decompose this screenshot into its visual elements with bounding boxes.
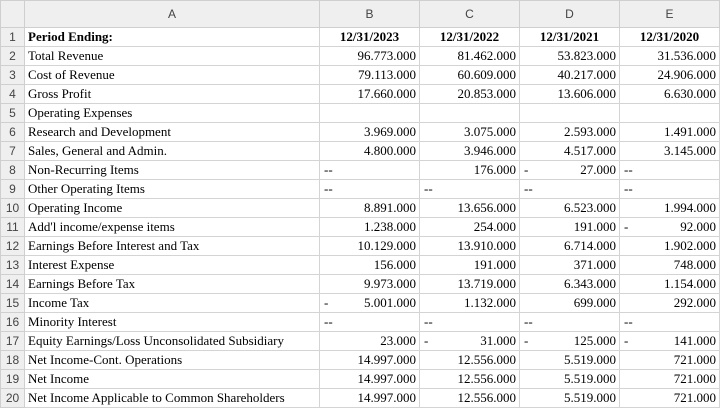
cell-value: 10.129.000 [357,238,416,253]
row-label-cell[interactable]: Add'l income/expense items [25,218,320,237]
row-header[interactable]: 12 [1,237,25,256]
row-header[interactable]: 1 [1,28,25,47]
dash-marker: -- [524,314,533,329]
row-label-cell[interactable]: Period Ending: [25,28,320,47]
table-row [1,47,720,66]
cell-value: 13.606.000 [557,86,616,101]
row-label-cell[interactable]: Operating Expenses [25,104,320,123]
table-row [1,389,720,408]
row-header[interactable]: 7 [1,142,25,161]
table-row [1,237,720,256]
cell-value: 6.630.000 [664,86,716,101]
value-cell[interactable] [320,256,420,275]
value-cell[interactable] [420,104,520,123]
row-label-cell[interactable]: Earnings Before Tax [25,275,320,294]
value-cell[interactable] [520,389,620,408]
table-row [1,123,720,142]
table-row [1,370,720,389]
value-cell[interactable] [520,351,620,370]
value-cell[interactable] [520,218,620,237]
cell-value: 4.800.000 [364,143,416,158]
row-label-cell[interactable]: Sales, General and Admin. [25,142,320,161]
row-label-cell[interactable]: Interest Expense [25,256,320,275]
table-row [1,66,720,85]
cell-value: 141.000 [673,333,716,348]
cell-value: 1.994.000 [664,200,716,215]
value-cell[interactable] [420,275,520,294]
column-header-b[interactable]: B [320,1,420,28]
table-row [1,218,720,237]
value-cell[interactable] [620,218,720,237]
value-cell[interactable] [320,28,420,47]
value-cell[interactable] [320,294,420,313]
value-cell[interactable] [320,389,420,408]
value-cell[interactable] [520,294,620,313]
cell-value: 6.523.000 [564,200,616,215]
dash-marker: -- [624,314,633,329]
dash-marker: - [424,333,429,348]
value-cell[interactable] [520,104,620,123]
cell-value: 1.132.000 [464,295,516,310]
cell-value: 748.000 [673,257,716,272]
row-header[interactable]: 11 [1,218,25,237]
cell-value: 17.660.000 [357,86,416,101]
cell-value: 27.000 [580,162,616,177]
value-cell[interactable] [520,47,620,66]
value-cell[interactable] [620,256,720,275]
value-cell[interactable] [420,180,520,199]
value-cell[interactable] [520,199,620,218]
cell-value: 191.000 [473,257,516,272]
cell-value: 14.997.000 [357,371,416,386]
value-cell[interactable] [320,161,420,180]
column-header-e[interactable]: E [620,1,720,28]
row-label-cell[interactable]: Net Income-Cont. Operations [25,351,320,370]
value-cell[interactable] [520,66,620,85]
row-header[interactable]: 20 [1,389,25,408]
value-cell[interactable] [520,28,620,47]
value-cell[interactable] [420,199,520,218]
cell-value: 8.891.000 [364,200,416,215]
value-cell[interactable] [520,237,620,256]
value-cell[interactable] [420,332,520,351]
cell-value: 79.113.000 [357,67,416,82]
value-cell[interactable] [620,332,720,351]
dash-marker: -- [624,162,633,177]
cell-value: 1.902.000 [664,238,716,253]
cell-value: 3.946.000 [464,143,516,158]
value-cell[interactable] [620,275,720,294]
value-cell[interactable] [420,313,520,332]
table-row [1,199,720,218]
cell-value: 1.491.000 [664,124,716,139]
row-label-cell[interactable]: Gross Profit [25,85,320,104]
table-row [1,142,720,161]
cell-value: 721.000 [673,371,716,386]
table-row [1,28,720,47]
cell-value: 721.000 [673,390,716,405]
column-header-c[interactable]: C [420,1,520,28]
value-cell[interactable] [420,142,520,161]
value-cell[interactable] [520,370,620,389]
cell-value: 40.217.000 [557,67,616,82]
value-cell[interactable] [420,389,520,408]
dash-marker: - [624,219,629,234]
cell-value: 292.000 [673,295,716,310]
column-header-d[interactable]: D [520,1,620,28]
cell-value: 13.719.000 [457,276,516,291]
cell-value: 5.519.000 [564,390,616,405]
value-cell[interactable] [520,332,620,351]
row-header[interactable]: 15 [1,294,25,313]
cell-value: 721.000 [673,352,716,367]
row-header[interactable]: 2 [1,47,25,66]
table-row [1,161,720,180]
dash-marker: -- [624,181,633,196]
value-cell[interactable] [320,199,420,218]
dash-marker: - [624,333,629,348]
value-cell[interactable] [520,161,620,180]
value-cell[interactable] [420,28,520,47]
dash-marker: -- [424,314,433,329]
cell-value: 1.238.000 [364,219,416,234]
dash-marker: -- [324,314,333,329]
cell-value: 125.000 [573,333,616,348]
table-row [1,256,720,275]
row-header[interactable]: 17 [1,332,25,351]
cell-value: 14.997.000 [357,352,416,367]
row-header[interactable]: 4 [1,85,25,104]
value-cell[interactable] [520,85,620,104]
dash-marker: - [324,295,329,310]
value-cell[interactable] [620,389,720,408]
value-cell[interactable] [520,275,620,294]
row-label-cell[interactable]: Net Income Applicable to Common Shareholders [25,389,320,408]
cell-value: 5.001.000 [364,295,416,310]
row-label-cell[interactable]: Minority Interest [25,313,320,332]
cell-value: 1.154.000 [664,276,716,291]
value-cell[interactable] [620,313,720,332]
cell-value: 12.556.000 [457,352,516,367]
row-label-cell[interactable]: Other Operating Items [25,180,320,199]
row-header[interactable]: 19 [1,370,25,389]
value-cell[interactable] [420,370,520,389]
cell-value: 12/31/2020 [639,29,700,44]
row-header[interactable]: 8 [1,161,25,180]
cell-value: 96.773.000 [357,48,416,63]
cell-value: 3.075.000 [464,124,516,139]
cell-value: 31.000 [480,333,516,348]
table-row [1,104,720,123]
value-cell[interactable] [520,313,620,332]
value-cell[interactable] [520,180,620,199]
grid-body [1,28,720,408]
row-header[interactable]: 10 [1,199,25,218]
select-all-corner[interactable] [1,1,25,28]
cell-value: 3.145.000 [664,143,716,158]
cell-value: 371.000 [573,257,616,272]
value-cell[interactable] [420,218,520,237]
cell-value: 4.517.000 [564,143,616,158]
value-cell[interactable] [420,47,520,66]
cell-value: 6.714.000 [564,238,616,253]
row-header[interactable]: 3 [1,66,25,85]
cell-value: 92.000 [680,219,716,234]
cell-value: 24.906.000 [657,67,716,82]
dash-marker: -- [424,181,433,196]
value-cell[interactable] [320,123,420,142]
cell-value: 5.519.000 [564,352,616,367]
value-cell[interactable] [620,161,720,180]
column-header-row [1,1,720,28]
cell-value: 12/31/2023 [339,29,400,44]
dash-marker: -- [324,162,333,177]
row-label-cell[interactable]: Non-Recurring Items [25,161,320,180]
cell-value: 6.343.000 [564,276,616,291]
value-cell[interactable] [420,85,520,104]
cell-value: 20.853.000 [457,86,516,101]
row-label-cell[interactable]: Research and Development [25,123,320,142]
value-cell[interactable] [320,313,420,332]
value-cell[interactable] [320,104,420,123]
cell-value: 13.910.000 [457,238,516,253]
table-row [1,180,720,199]
value-cell[interactable] [520,142,620,161]
value-cell[interactable] [420,66,520,85]
value-cell[interactable] [320,218,420,237]
column-header-a[interactable]: A [25,1,320,28]
row-label-cell[interactable]: Cost of Revenue [25,66,320,85]
value-cell[interactable] [320,275,420,294]
cell-value: 31.536.000 [657,48,716,63]
row-header[interactable]: 16 [1,313,25,332]
row-header[interactable]: 5 [1,104,25,123]
row-label-cell[interactable]: Earnings Before Interest and Tax [25,237,320,256]
value-cell[interactable] [420,123,520,142]
value-cell[interactable] [620,237,720,256]
value-cell[interactable] [320,332,420,351]
table-row [1,332,720,351]
cell-value: 12.556.000 [457,390,516,405]
row-label-cell[interactable]: Operating Income [25,199,320,218]
cell-value: 5.519.000 [564,371,616,386]
cell-value: 176.000 [473,162,516,177]
table-row [1,351,720,370]
cell-value: 14.997.000 [357,390,416,405]
value-cell[interactable] [520,123,620,142]
row-label-cell[interactable]: Net Income [25,370,320,389]
value-cell[interactable] [620,370,720,389]
value-cell[interactable] [420,161,520,180]
value-cell[interactable] [420,237,520,256]
cell-value: 60.609.000 [457,67,516,82]
value-cell[interactable] [620,199,720,218]
row-label-cell[interactable]: Income Tax [25,294,320,313]
dash-marker: -- [324,181,333,196]
value-cell[interactable] [420,351,520,370]
value-cell[interactable] [320,66,420,85]
row-label-cell[interactable]: Equity Earnings/Loss Unconsolidated Subsidiary [25,332,320,351]
value-cell[interactable] [320,237,420,256]
cell-value: 53.823.000 [557,48,616,63]
value-cell[interactable] [620,294,720,313]
row-header[interactable]: 14 [1,275,25,294]
cell-value: 3.969.000 [364,124,416,139]
row-header[interactable]: 6 [1,123,25,142]
cell-value: 191.000 [573,219,616,234]
value-cell[interactable] [620,351,720,370]
value-cell[interactable] [620,85,720,104]
value-cell[interactable] [320,142,420,161]
value-cell[interactable] [620,180,720,199]
dash-marker: - [524,162,529,177]
value-cell[interactable] [320,180,420,199]
value-cell[interactable] [620,66,720,85]
cell-value: 9.973.000 [364,276,416,291]
value-cell[interactable] [320,47,420,66]
value-cell[interactable] [320,351,420,370]
value-cell[interactable] [620,28,720,47]
row-label-cell[interactable]: Total Revenue [25,47,320,66]
value-cell[interactable] [320,85,420,104]
row-header[interactable]: 13 [1,256,25,275]
value-cell[interactable] [620,142,720,161]
value-cell[interactable] [320,370,420,389]
table-row [1,313,720,332]
table-row [1,85,720,104]
cell-value: 12/31/2022 [439,29,500,44]
value-cell[interactable] [620,123,720,142]
value-cell[interactable] [620,104,720,123]
cell-value: 699.000 [573,295,616,310]
dash-marker: -- [524,181,533,196]
value-cell[interactable] [620,47,720,66]
cell-value: 23.000 [380,333,416,348]
cell-value: 12.556.000 [457,371,516,386]
value-cell[interactable] [420,256,520,275]
cell-value: 2.593.000 [564,124,616,139]
cell-value: 156.000 [373,257,416,272]
cell-value: 13.656.000 [457,200,516,215]
value-cell[interactable] [420,294,520,313]
table-row [1,275,720,294]
table-row [1,294,720,313]
value-cell[interactable] [520,256,620,275]
cell-value: 254.000 [473,219,516,234]
cell-value: 12/31/2021 [539,29,600,44]
row-header[interactable]: 18 [1,351,25,370]
dash-marker: - [524,333,529,348]
row-header[interactable]: 9 [1,180,25,199]
cell-value: 81.462.000 [457,48,516,63]
